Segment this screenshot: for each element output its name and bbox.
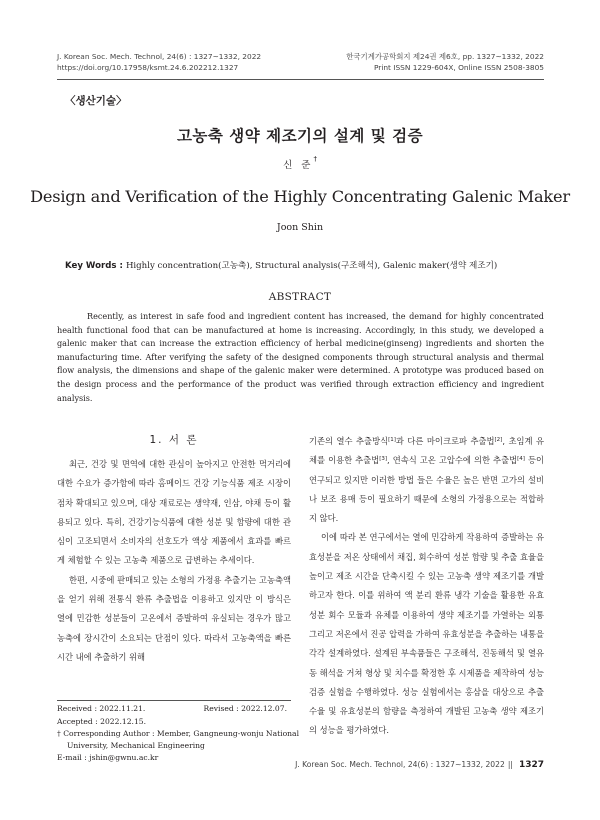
doi-link[interactable]: https://doi.org/10.17958/ksmt.24.6.202212.1327 [57, 63, 239, 72]
running-header-right [346, 51, 544, 73]
footnote-divider [57, 700, 291, 701]
left-column [57, 455, 291, 667]
intro-paragraph-2: 한편, 시중에 판매되고 있는 소형의 가정용 추출기는 고농축액을 얻기 위해 전통식 환류 추출법을 이용하고 있지만 이 방식은 열에 민감한 성분들이 고온에서 증발하여 유실되는 경우가 많고 농축에 장시간이 소요되는 단점이 있다. 따라서 고농축액을 빠른 시간 내에 추출하기 위해 [57, 574, 291, 662]
text-run: 과 다른 마이크로파 추출법 [395, 436, 495, 446]
intro-paragraph-3 [309, 432, 544, 528]
abstract-text: Recently, as interest in safe food and ingredient content has increased, the demand for highly concentrated health functional food that can be manufactured at home is increasing. Accordingly, in this study, we developed a galenic maker that can increase the extraction efficiency of herbal medicine(ginseng) ingredients and shorten the manufacturing time. After verifying the safety of the designed components through structural analysis and thermal flow analysis, the dimensions and shape of the galenic maker were determined. A prototype was produced based on the design process and the performance of the product was verified through extraction efficiency and ingredient analysis. [57, 311, 544, 403]
english-title: Design and Verification of the Highly Concentrating Galenic Maker [30, 187, 570, 206]
footer-citation: J. Korean Soc. Mech. Technol, 24(6) : 1327~1332, 2022 [295, 760, 505, 769]
received-text: Received : 2022.11.21. [57, 704, 146, 713]
page-number: 1327 [518, 760, 544, 770]
intro-paragraph-4: 이에 따라 본 연구에서는 열에 민감하게 작용하여 증발하는 유효성분을 저온 상태에서 채집, 회수하여 성분 함량 및 추출 효율을 높이고 제조 시간을 단축시킬 수 있는 고농축 생약 제조기를 개발하고자 한다. 이를 위하여 액 분리 환류 냉각 기술을 활용한 유효성분 회수 모듈과 유체를 이용하여 생약 제조기를 가열하는 외통 그리고 저온에서 진공 압력을 가하여 유효성분을 추출하는 내통을 각각 설계하였다. 설계된 부속품들은 구조해석, 진동해석 및 열유동 해석을 거쳐 형상 및 치수를 확정한 후 시제품을 제작하여 성능 검증 실험을 수행하였다. 성능 실험에서는 홍삼을 대상으로 추출 수율 및 유효성분의 함량을 측정하여 개발된 고농축 생약 제조기의 성능을 평가하였다. [309, 532, 544, 736]
reference-2[interactable]: [2] [494, 437, 503, 443]
reference-4[interactable]: [4] [517, 456, 525, 463]
keywords-text: Highly concentration(고농축), Structural analysis(구조해석), Galenic maker(생약 제조기) [125, 261, 498, 271]
english-author: Joon Shin [276, 222, 324, 233]
section-heading-introduction: 1. 서 론 [149, 434, 199, 446]
author-email[interactable]: E-mail : jshin@gwnu.ac.kr [57, 752, 159, 762]
reference-3[interactable]: [3] [379, 456, 388, 463]
issn-line: Print ISSN 1229-604X, Online ISSN 2508-3805 [373, 63, 544, 72]
keywords [65, 259, 544, 271]
text-run: , 연속식 고온 고압수에 의한 추출법 [387, 455, 518, 466]
text-run: 등이 연구되고 있지만 이러한 방법 들은 수율은 높은 반면 고가의 설비나 보조 용매 등이 필요하기 때문에 소형의 가정용으로는 적합하지 않다. [309, 455, 544, 524]
received-date [57, 703, 291, 715]
intro-paragraph-1: 최근, 건강 및 면역에 대한 관심이 높아지고 안전한 먹거리에 대한 수요가 증가함에 따라 홈메이드 건강 기능식품 제조 시장이 점차 확대되고 있으며, 대상 재료로는 생약재, 인삼, 야채 등이 활용되고 있다. 특히, 건강기능식품에 대한 성분 및 함량에 대한 관심이 고조되면서 소비자의 선호도가 액상 제품에서 효과를 빠르게 체험할 수 있는 고농축 제품으로 급변하는 추세이다. [57, 459, 291, 566]
corresponding-author: † Corresponding Author : Member, Gangneung-wonju National University, Mechanical Engineering [57, 729, 300, 750]
journal-citation: J. Korean Soc. Mech. Technol, 24(6) : 1327~1332, 2022 [57, 52, 262, 61]
header-divider [57, 79, 544, 80]
keywords-label: Key Words : [65, 261, 126, 271]
text-run: , 초임계 유체를 이용한 추출법 [309, 436, 544, 466]
page-footer [295, 760, 544, 770]
text-run: 기존의 열수 추출방식 [309, 436, 389, 446]
right-column [309, 432, 544, 741]
journal-citation-korean: 한국기계가공학회지 제24권 제6호, pp. 1327~1332, 2022 [346, 52, 544, 61]
accepted-date: Accepted : 2022.12.15. [57, 717, 147, 726]
corresponding-mark: † [313, 155, 317, 163]
abstract-heading: ABSTRACT [268, 291, 332, 303]
reference-1[interactable]: [1] [388, 437, 396, 443]
running-header-left [57, 51, 261, 73]
corresponding-author-note [57, 728, 301, 763]
revised-date: Revised : 2022.12.07. [203, 704, 287, 713]
korean-author [0, 157, 600, 171]
section-tag: 〈생산기술〉 [65, 95, 127, 107]
korean-title: 고농축 생약 제조기의 설계 및 검증 [176, 127, 424, 145]
footer-separator: || [507, 760, 513, 769]
korean-author-name: 신 준 [283, 160, 314, 171]
